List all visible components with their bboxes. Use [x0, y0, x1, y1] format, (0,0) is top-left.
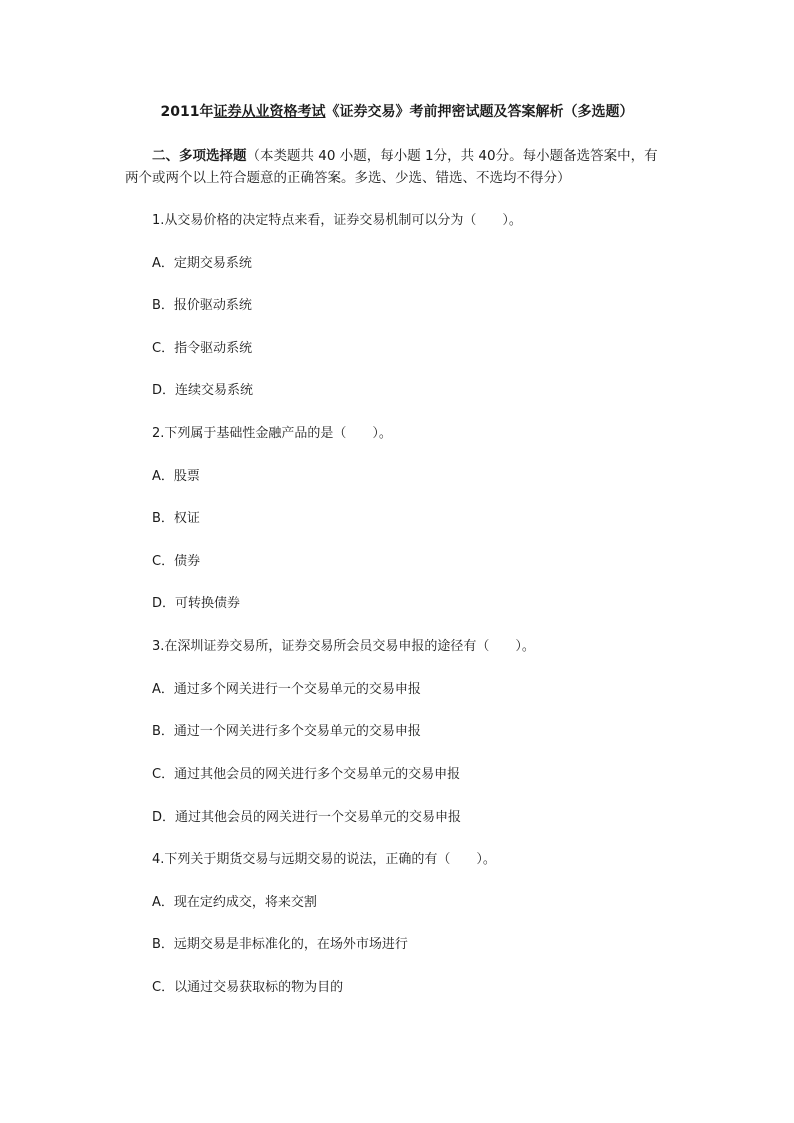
question-option: C．通过其他会员的网关进行多个交易单元的交易申报 [152, 767, 461, 782]
section-intro-line2: 两个或两个以上符合题意的正确答案。多选、少选、错选、不选均不得分） [125, 170, 571, 186]
question-option: A．通过多个网关进行一个交易单元的交易申报 [152, 682, 421, 697]
question-option: C．债券 [152, 554, 201, 569]
question-option: A．定期交易系统 [152, 256, 252, 271]
question-option: A．现在定约成交，将来交割 [152, 895, 317, 910]
question-stem: 4.下列关于期货交易与远期交易的说法，正确的有（ ）。 [152, 852, 496, 867]
section-intro [125, 145, 672, 189]
question-option: C．指令驱动系统 [152, 341, 253, 356]
question-option: C．以通过交易获取标的物为目的 [152, 980, 344, 995]
question-option: B．报价驱动系统 [152, 298, 252, 313]
question-stem: 3.在深圳证券交易所，证券交易所会员交易申报的途径有（ ）。 [152, 639, 535, 654]
question-stem: 1.从交易价格的决定特点来看，证券交易机制可以分为（ ）。 [152, 213, 522, 228]
question-option: B．远期交易是非标准化的，在场外市场进行 [152, 937, 408, 952]
question-option: B．通过一个网关进行多个交易单元的交易申报 [152, 724, 421, 739]
section-heading: 二、多项选择题 [152, 148, 247, 164]
section-intro-line1: （本类题共 40 小题，每小题 1分，共 40分。每小题备选答案中，有 [246, 148, 658, 164]
question-option: D．可转换债券 [152, 596, 241, 611]
question-option: A．股票 [152, 469, 200, 484]
question-option: D．通过其他会员的网关进行一个交易单元的交易申报 [152, 810, 462, 825]
exam-link[interactable]: 证券从业资格考试 [213, 104, 326, 120]
page-title [0, 102, 794, 122]
title-suffix: 《证券交易》考前押密试题及答案解析（多选题） [325, 104, 634, 120]
question-stem: 2.下列属于基础性金融产品的是（ ）。 [152, 426, 392, 441]
question-option: B．权证 [152, 511, 200, 526]
question-option: D．连续交易系统 [152, 383, 254, 398]
title-prefix: 2011年 [160, 104, 214, 120]
